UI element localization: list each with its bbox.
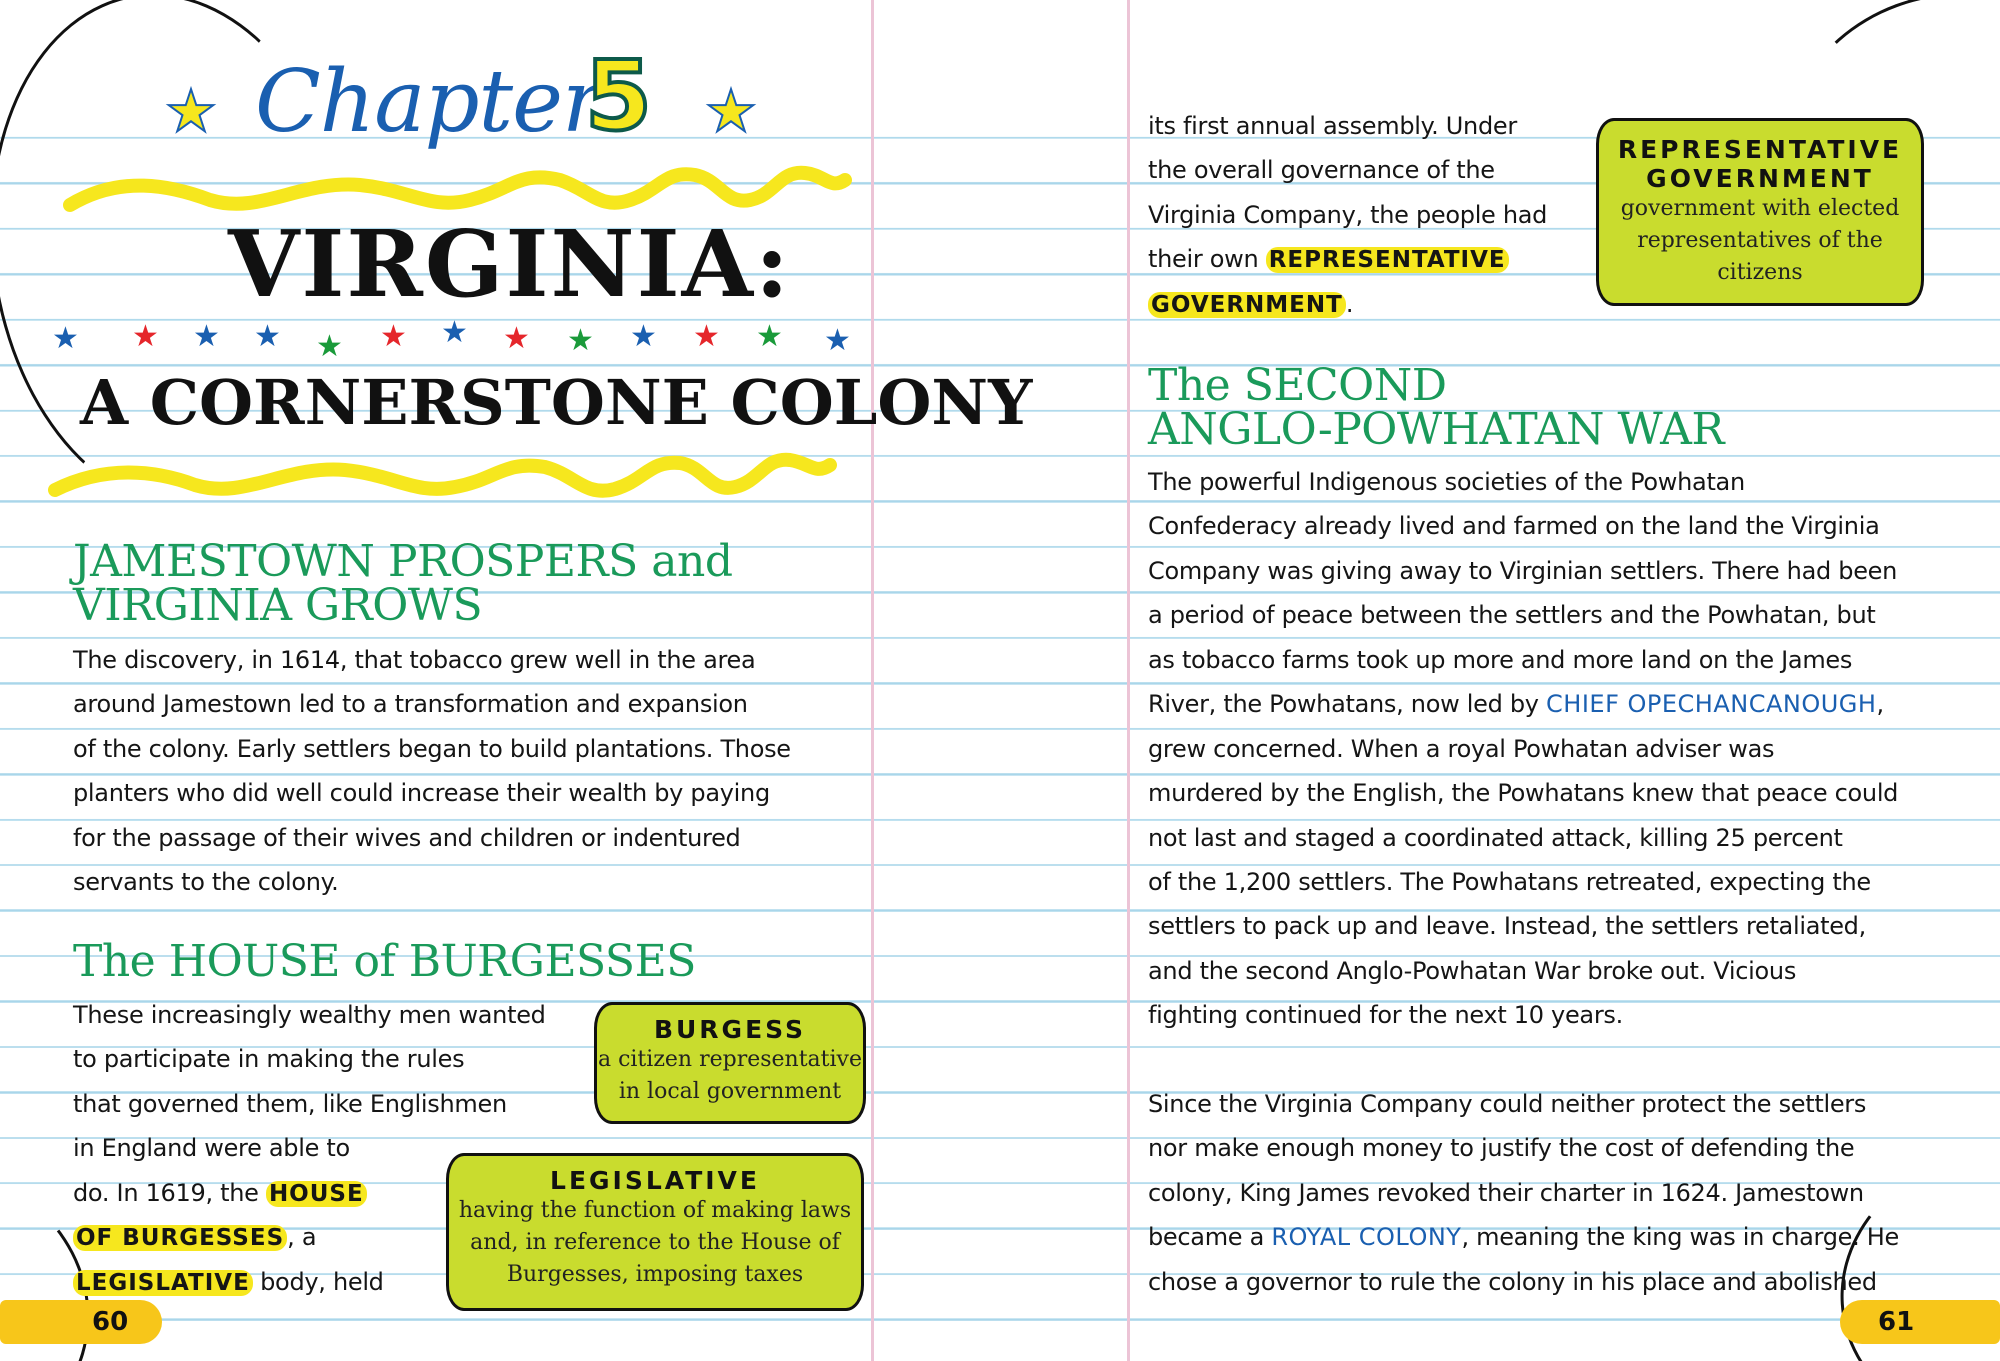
- left-page-margin-line: [871, 0, 874, 1361]
- star-icon: ★: [503, 321, 530, 356]
- yellow-squiggle-bottom: [45, 445, 845, 515]
- star-icon: ★: [132, 319, 159, 354]
- star-icon: ★: [441, 315, 468, 350]
- paragraph-jamestown: The discovery, in 1614, that tobacco grew well in the area around Jamestown led to a transformation and expansion of the colony. Early settlers began to build plantations. Those planters who did well could increase their wealth by paying for the passage of their wives and children or indentured servants to the colony.: [73, 646, 791, 897]
- star-icon: ★: [193, 319, 220, 354]
- page-number-right: 61: [1878, 1307, 1915, 1337]
- keyword-chief-opechancanough[interactable]: CHIEF OPECHANCANOUGH: [1546, 690, 1877, 719]
- keyword-house[interactable]: HOUSE: [266, 1181, 367, 1207]
- yellow-star-icon-left: ★: [165, 77, 217, 145]
- star-icon: ★: [380, 319, 407, 354]
- chapter-label: Chapter: [255, 52, 603, 152]
- paragraph-continued: its first annual assembly. Under the overall governance of the Virginia Company, the people had their own REPRESENTATIVE GOVERNMENT .: [1148, 112, 1548, 318]
- star-icon: ★: [756, 319, 783, 354]
- star-icon: ★: [254, 319, 281, 354]
- definition-box-representative-government: REPRESENTATIVE GOVERNMENT government with elected representatives of the citizens: [1596, 118, 1924, 306]
- star-icon: ★: [630, 319, 657, 354]
- chapter-number: 5: [585, 40, 652, 152]
- chapter-title: VIRGINIA:: [228, 210, 791, 318]
- keyword-representative[interactable]: REPRESENTATIVE: [1266, 247, 1509, 273]
- star-icon: ★: [567, 323, 594, 358]
- page-number-bar-right: [1840, 1300, 2000, 1344]
- keyword-legislative[interactable]: LEGISLATIVE: [73, 1270, 253, 1296]
- keyword-government[interactable]: GOVERNMENT: [1148, 292, 1346, 318]
- section-heading-house-of-burgesses: The HOUSE of BURGESSES: [73, 936, 696, 987]
- page-number-bar-left: [0, 1300, 162, 1344]
- section-heading-second-anglo-powhatan-war: The SECOND ANGLO-POWHATAN WAR: [1148, 360, 1724, 456]
- star-icon: ★: [693, 319, 720, 354]
- star-icon: ★: [824, 323, 851, 358]
- definition-box-burgess: BURGESS a citizen representative in local government: [594, 1002, 866, 1124]
- star-icon: ★: [316, 329, 343, 364]
- page-number-left: 60: [92, 1307, 129, 1337]
- keyword-of-burgesses[interactable]: OF BURGESSES: [73, 1225, 287, 1251]
- paragraph-house-of-burgesses: These increasingly wealthy men wanted to participate in making the rules that governed them, like Englishmen in England were able to do. In 1619, the HOUSE OF BURGESSES , a LEGISLATIVE body, held: [73, 1001, 546, 1296]
- chapter-subtitle: A CORNERSTONE COLONY: [80, 366, 1033, 439]
- paragraph-anglo-powhatan-war: The powerful Indigenous societies of the Powhatan Confederacy already lived and farmed on the land the Virginia Company was giving away to Virginian settlers. There had been a period of peace between the settlers and the Powhatan, but as tobacco farms took up more and more land on the James River, the Powhatans, now led by CHIEF OPECHANCANOUGH, grew concerned. When a royal Powhatan adviser was murdered by the English, the Powhatans knew that peace could not last and staged a coordinated attack, killing 25 percent of the 1,200 settlers. The Powhatans retreated, expecting the settlers to pack up and leave. Instead, the settlers retaliated, and the second Anglo-Powhatan War broke out. Vicious fighting continued for the next 10 years.: [1148, 468, 1899, 1030]
- definition-box-legislative: LEGISLATIVE having the function of making laws and, in reference to the House of Burgesses, imposing taxes: [446, 1153, 864, 1311]
- section-heading-jamestown: JAMESTOWN PROSPERS and VIRGINIA GROWS: [73, 536, 733, 632]
- yellow-star-icon-right: ★: [705, 77, 757, 145]
- right-page-margin-line: [1127, 0, 1130, 1361]
- keyword-royal-colony[interactable]: ROYAL COLONY: [1271, 1223, 1462, 1252]
- star-icon: ★: [52, 321, 79, 356]
- paragraph-royal-colony: Since the Virginia Company could neither protect the settlers nor make enough money to justify the cost of defending the colony, King James revoked their charter in 1624. Jamestown became a ROYAL COLONY, meaning the king was in charge. He chose a governor to rule the colony in his place and abolished: [1148, 1090, 1899, 1296]
